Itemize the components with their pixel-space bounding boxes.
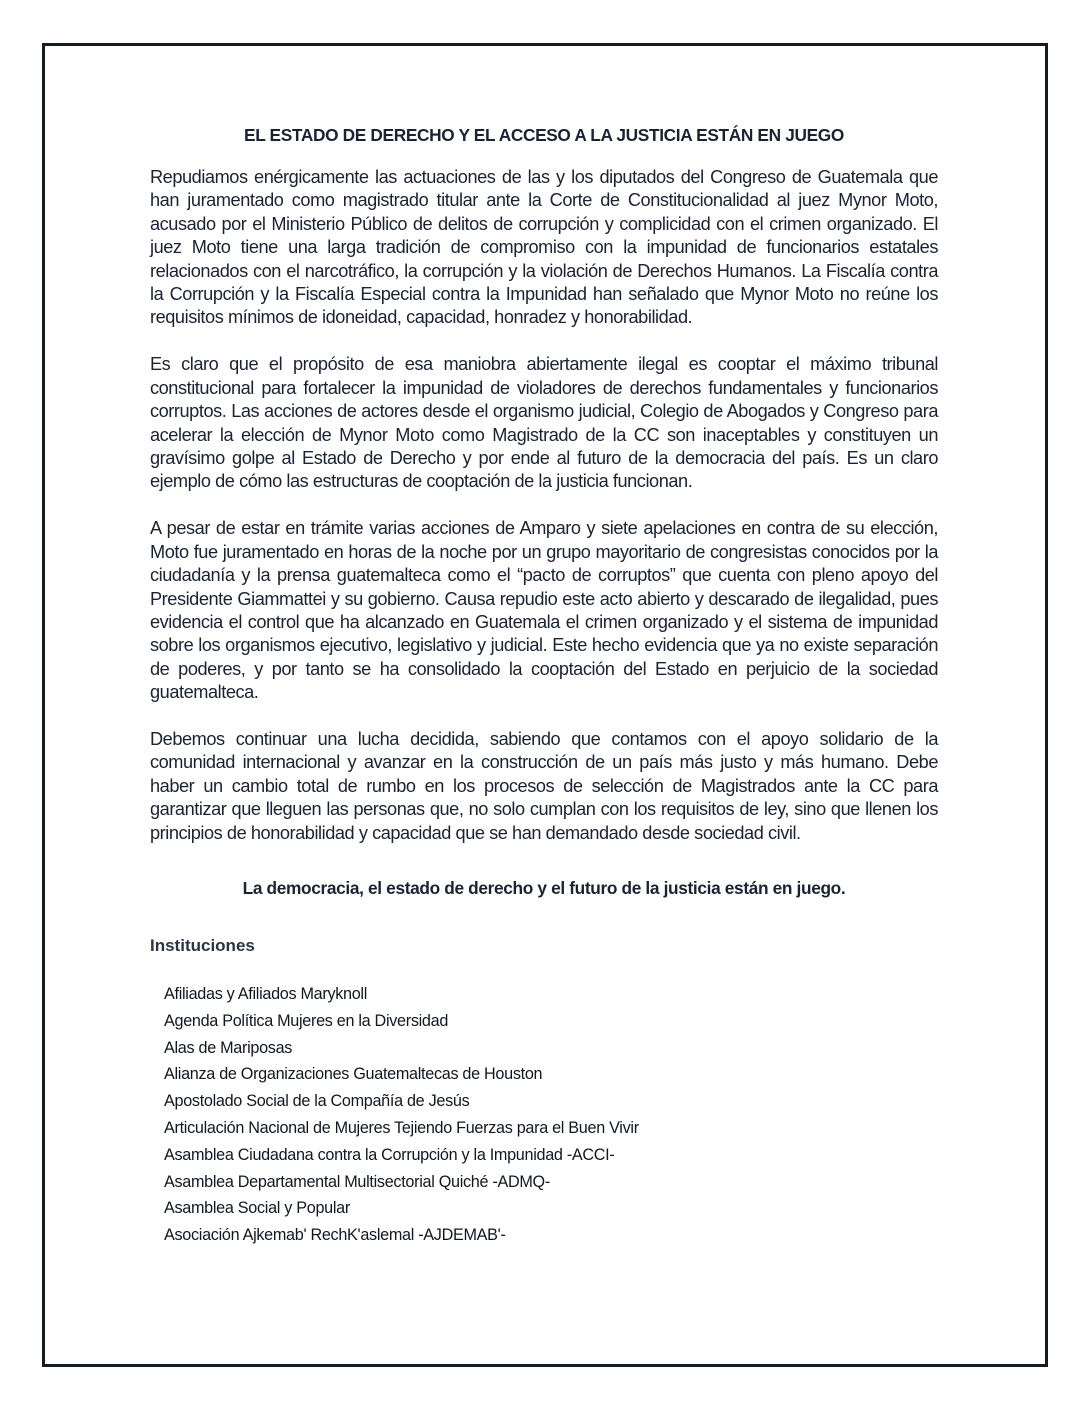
paragraph-repudio: Repudiamos enérgicamente las actuaciones de las y los diputados del Congreso de Guatemala que han juramentado como magistrado titular ante la Corte de Constitucionalidad al juez Mynor Moto, acusado por el Ministerio Público de delitos de corrupción y complicidad con el crimen organizado. El juez Moto tiene una larga tradición de compromiso con la impunidad de funcionarios estatales relacionados con el narcotráfico, la corrupción y la violación de Derechos Humanos. La Fiscalía contra la Corrupción y la Fiscalía Especial contra la Impunidad han señalado que Mynor Moto no reúne los requisitos mínimos de idoneidad, capacidad, honradez y honorabilidad.: [150, 167, 938, 328]
institution-item: Articulación Nacional de Mujeres Tejiendo Fuerzas para el Buen Vivir: [164, 1119, 639, 1138]
institution-item: Apostolado Social de la Compañía de Jesús: [164, 1092, 470, 1111]
institution-item: Asamblea Departamental Multisectorial Quiché -ADMQ-: [164, 1172, 550, 1191]
institution-item: Alianza de Organizaciones Guatemaltecas de Houston: [164, 1065, 543, 1084]
institution-item: Asociación Ajkemab' RechK'aslemal -AJDEMAB'-: [164, 1226, 506, 1245]
institution-item: Alas de Mariposas: [164, 1038, 293, 1057]
paragraph-proposito: Es claro que el propósito de esa maniobra abiertamente ilegal es cooptar el máximo tribunal constitucional para fortalecer la impunidad de violadores de derechos fundamentales y funcionarios corruptos. Las acciones de actores desde el organismo judicial, Colegio de Abogados y Congreso para acelerar la elección de Mynor Moto como Magistrado de la CC son inaceptables y constituyen un gravísimo golpe al Estado de Derecho y por ende al futuro de la democracia del país. Es un claro ejemplo de cómo las estructuras de cooptación de la justicia funcionan.: [150, 354, 938, 492]
institution-item: Asamblea Social y Popular: [164, 1199, 350, 1218]
paragraph-amparo: A pesar de estar en trámite varias acciones de Amparo y siete apelaciones en contra de su elección, Moto fue juramentado en horas de la noche por un grupo mayoritario de congresistas conocidos por la ciudadanía y la prensa guatemalteca como el “pacto de corruptos” que cuenta con pleno apoyo del Presidente Giammattei y su gobierno. Causa repudio este acto abierto y descarado de ilegalidad, pues evidencia el control que ha alcanzado en Guatemala el crimen organizado y el sistema de impunidad sobre los organismos ejecutivo, legislativo y judicial. Este hecho evidencia que ya no existe separación de poderes, y por tanto se ha consolidado la cooptación del Estado en perjuicio de la sociedad guatemalteca.: [150, 518, 938, 703]
institution-item: Agenda Política Mujeres en la Diversidad: [164, 1011, 449, 1030]
institutions-list: [164, 981, 938, 1249]
closing-statement: La democracia, el estado de derecho y el futuro de la justicia están en juego.: [242, 878, 846, 899]
paragraph-lucha: Debemos continuar una lucha decidida, sabiendo que contamos con el apoyo solidario de la comunidad internacional y avanzar en la construcción de un país más justo y más humano. Debe haber un cambio total de rumbo en los procesos de selección de Magistrados ante la CC para garantizar que lleguen las personas que, no solo cumplan con los requisitos de ley, sino que llenen los principios de honorabilidad y capacidad que se han demandado desde sociedad civil.: [150, 729, 938, 843]
institution-item: Asamblea Ciudadana contra la Corrupción y la Impunidad -ACCI-: [164, 1145, 615, 1164]
institution-item: Afiliadas y Afiliados Maryknoll: [164, 985, 368, 1004]
document-title: EL ESTADO DE DERECHO Y EL ACCESO A LA JUSTICIA ESTÁN EN JUEGO: [244, 125, 844, 145]
institutions-heading: Instituciones: [150, 936, 255, 956]
document-body: [150, 124, 938, 1249]
